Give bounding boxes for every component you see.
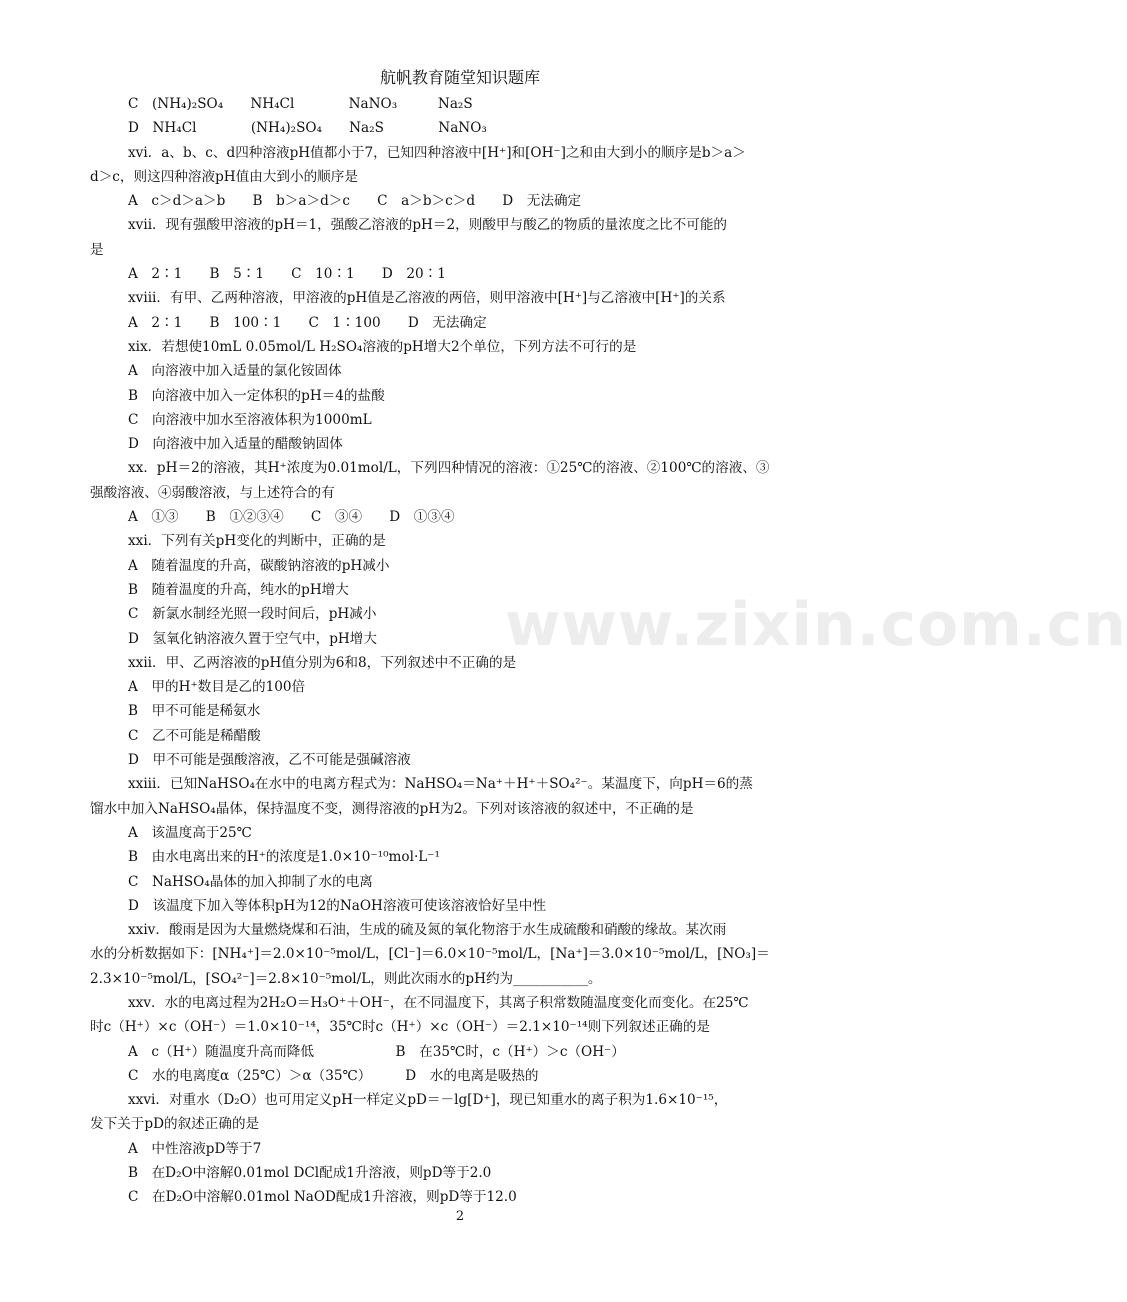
option-line: D 该温度下加入等体积pH为12的NaOH溶液可使该溶液恰好呈中性 [128, 897, 546, 914]
watermark: www.zixin.com.cn [505, 590, 1127, 660]
question-stem: d＞c，则这四种溶液pH值由大到小的顺序是 [90, 168, 358, 185]
question-stem: xxii．甲、乙两溶液的pH值分别为6和8，下列叙述中不正确的是 [128, 654, 517, 671]
option-line: A ①③ B ①②③④ C ③④ D ①③④ [128, 509, 455, 526]
text-line: D NH₄Cl (NH₄)₂SO₄ Na₂S NaNO₃ [128, 120, 487, 137]
option-line: B 随着温度的升高，纯水的pH增大 [128, 581, 349, 598]
option-line: B 向溶液中加入一定体积的pH＝4的盐酸 [128, 387, 385, 404]
option-line: A c（H⁺）随温度升高而降低 B 在35℃时，c（H⁺）＞c（OH⁻） [128, 1043, 625, 1060]
page-title: 航帆教育随堂知识题库 [379, 68, 540, 87]
option-line: C 新氯水制经光照一段时间后，pH减小 [128, 606, 377, 623]
page-number: 2 [455, 1209, 465, 1224]
option-line: A 该温度高于25℃ [128, 824, 252, 841]
option-line: C 在D₂O中溶解0.01mol NaOD配成1升溶液，则pD等于12.0 [128, 1189, 517, 1206]
option-line: C 乙不可能是稀醋酸 [128, 727, 261, 744]
option-line: D 甲不可能是强酸溶液，乙不可能是强碱溶液 [128, 752, 411, 769]
option-line: C 水的电离度α（25℃）＞α（35℃） D 水的电离是吸热的 [128, 1067, 539, 1084]
question-stem: xviii．有甲、乙两种溶液，甲溶液的pH值是乙溶液的两倍，则甲溶液中[H⁺]与乙溶液中[H⁺]的关系 [128, 290, 726, 307]
question-stem: xxv．水的电离过程为2H₂O＝H₃O⁺＋OH⁻，在不同温度下，其离子积常数随温度变化而变化。在25℃ [128, 994, 749, 1011]
option-line: D 氢氧化钠溶液久置于空气中，pH增大 [128, 630, 377, 647]
option-line: C 向溶液中加水至溶液体积为1000mL [128, 411, 372, 428]
question-stem: xxvi．对重水（D₂O）也可用定义pH一样定义pD＝－lg[D⁺]，现已知重水的离子积为1.6×10⁻¹⁵， [128, 1092, 728, 1109]
question-stem: 2.3×10⁻⁵mol/L，[SO₄²⁻]＝2.8×10⁻⁵mol/L，则此次雨水的pH约为___________。 [90, 970, 602, 987]
option-line: A 甲的H⁺数目是乙的100倍 [128, 679, 306, 696]
question-stem: 是 [90, 241, 104, 258]
option-line: A 向溶液中加入适量的氯化铵固体 [128, 363, 342, 380]
question-stem: xxiv．酸雨是因为大量燃烧煤和石油，生成的硫及氮的氧化物溶于水生成硫酸和硝酸的缘故。某次雨 [128, 922, 727, 939]
question-content [90, 92, 830, 1210]
option-line: A 2∶1 B 5∶1 C 10∶1 D 20∶1 [128, 266, 446, 283]
question-stem: xxi．下列有关pH变化的判断中，正确的是 [128, 533, 386, 550]
question-stem: 馏水中加入NaHSO₄晶体，保持温度不变，测得溶液的pH为2。下列对该溶液的叙述中，不正确的是 [90, 800, 694, 817]
text-line: C (NH₄)₂SO₄ NH₄Cl NaNO₃ Na₂S [128, 96, 473, 112]
question-stem: 时c（H⁺）×c（OH⁻）＝1.0×10⁻¹⁴，35℃时c（H⁺）×c（OH⁻）＝2.1×10⁻¹⁴则下列叙述正确的是 [90, 1019, 710, 1036]
option-line: A 随着温度的升高，碳酸钠溶液的pH减小 [128, 557, 390, 574]
question-stem: 水的分析数据如下：[NH₄⁺]＝2.0×10⁻⁵mol/L，[Cl⁻]＝6.0×10⁻⁵mol/L，[Na⁺]＝3.0×10⁻⁵mol/L，[NO₃]＝ [90, 946, 770, 963]
question-stem: 强酸溶液、④弱酸溶液，与上述符合的有 [90, 484, 335, 501]
option-line: A 2∶1 B 100∶1 C 1∶100 D 无法确定 [128, 314, 487, 331]
option-line: A 中性溶液pD等于7 [128, 1140, 262, 1157]
option-line: D 向溶液中加入适量的醋酸钠固体 [128, 436, 343, 453]
question-stem: xx．pH＝2的溶液，其H⁺浓度为0.01mol/L，下列四种情况的溶液：①25℃的溶液、②100℃的溶液、③ [128, 460, 770, 477]
option-line: C NaHSO₄晶体的加入抑制了水的电离 [128, 873, 373, 890]
question-stem: xvii．现有强酸甲溶液的pH＝1，强酸乙溶液的pH＝2，则酸甲与酸乙的物质的量浓度之比不可能的 [128, 217, 728, 234]
question-stem: 发下关于pD的叙述正确的是 [90, 1116, 260, 1133]
option-line: A c＞d＞a＞b B b＞a＞d＞c C a＞b＞c＞d D 无法确定 [128, 193, 582, 210]
question-stem: xxiii．已知NaHSO₄在水中的电离方程式为：NaHSO₄＝Na⁺＋H⁺＋SO₄²⁻。某温度下，向pH＝6的蒸 [128, 776, 753, 793]
question-stem: xvi．a、b、c、d四种溶液pH值都小于7，已知四种溶液中[H⁺]和[OH⁻]之和由大到小的顺序是b＞a＞ [128, 144, 746, 161]
option-line: B 甲不可能是稀氨水 [128, 703, 261, 720]
option-line: B 由水电离出来的H⁺的浓度是1.0×10⁻¹⁰mol·L⁻¹ [128, 849, 440, 866]
question-stem: xix．若想使10mL 0.05mol/L H₂SO₄溶液的pH增大2个单位，下列方法不可行的是 [128, 338, 637, 355]
option-line: B 在D₂O中溶解0.01mol DCl配成1升溶液，则pD等于2.0 [128, 1165, 492, 1182]
